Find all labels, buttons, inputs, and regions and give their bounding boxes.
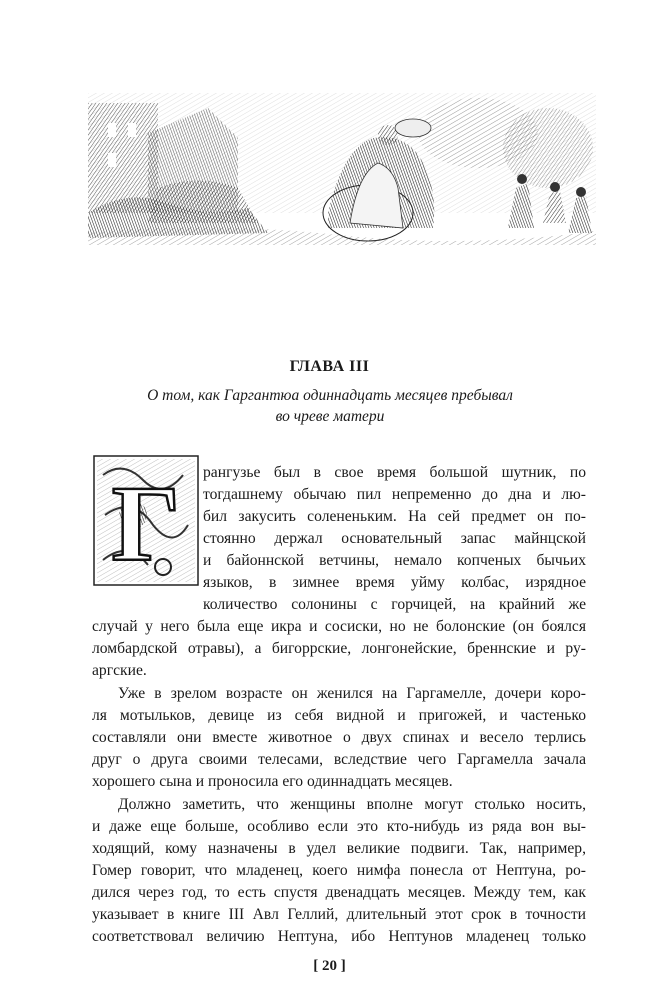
text-line: случай у него была еще икра и сосиски, но не болонские (он боялся [92,618,586,635]
text-line: Уже в зрелом возрасте он женился на Гаргамелле, дочери коро- [118,685,586,702]
text-line: Должно заметить, что женщины вполне могут столько носить, [118,796,586,813]
chapter-subtitle-line: О том, как Гаргантюа одиннадцать месяцев пребывал [147,387,513,404]
decorative-drop-cap [93,455,199,586]
text-line: рангузье был в свое время большой шутник, по [203,464,586,481]
text-line: количество солонины с горчицей, на крайний же [203,596,586,613]
chapter-title: ГЛАВА III [289,358,370,375]
page-number: [ 20 ] [313,958,346,974]
text-line: и байоннской ветчины, немало копченых бычьих [203,552,586,569]
text-line: языков, в зимнее время уйму колбас, изрядное [203,574,586,591]
text-line: ля мотыльков, девице из себя видной и пригожей, и частенько [92,707,586,724]
chapter-subtitle [100,385,560,427]
text-line: бил закусить солененьким. На сей предмет он по- [203,508,586,525]
text-line: стоянно держал основательный запас майнцской [203,530,586,547]
text-line: ломбардской отравы), а бигоррские, лонгонейские, бреннские и ру- [92,640,586,657]
text-line: и даже еще больше, особливо если это кто-нибудь из ряда вон вы- [92,818,586,835]
engraving-illustration [88,93,596,245]
drop-cap-letter: Г [111,465,181,584]
text-line: дился через год, то есть спустя двенадцать месяцев. Между тем, как [92,884,586,901]
text-line: друг о друга своими телесами, вследствие чего Гаргамелла зачала [92,751,586,768]
text-line: тогдашнему обычаю пил непременно до дна и лю- [203,486,586,503]
text-line: составляли они вместе животное о двух спинах и весело терлись [92,729,586,746]
text-line: Гомер говорит, что младенец, коего нимфа понесла от Нептуна, ро- [92,862,586,879]
text-line: аргские. [92,662,147,679]
text-line: соответствовал величию Нептуна, ибо Нептунов младенец только [92,928,586,945]
text-line: хорошего сына и проносила его одиннадцать месяцев. [92,773,453,790]
text-line: ходящий, кому назначены в удел великие подвиги. Так, например, [92,840,586,857]
chapter-subtitle-line: во чреве матери [275,408,385,425]
text-line: указывает в книге III Авл Геллий, длительный этот срок в точности [92,906,586,923]
